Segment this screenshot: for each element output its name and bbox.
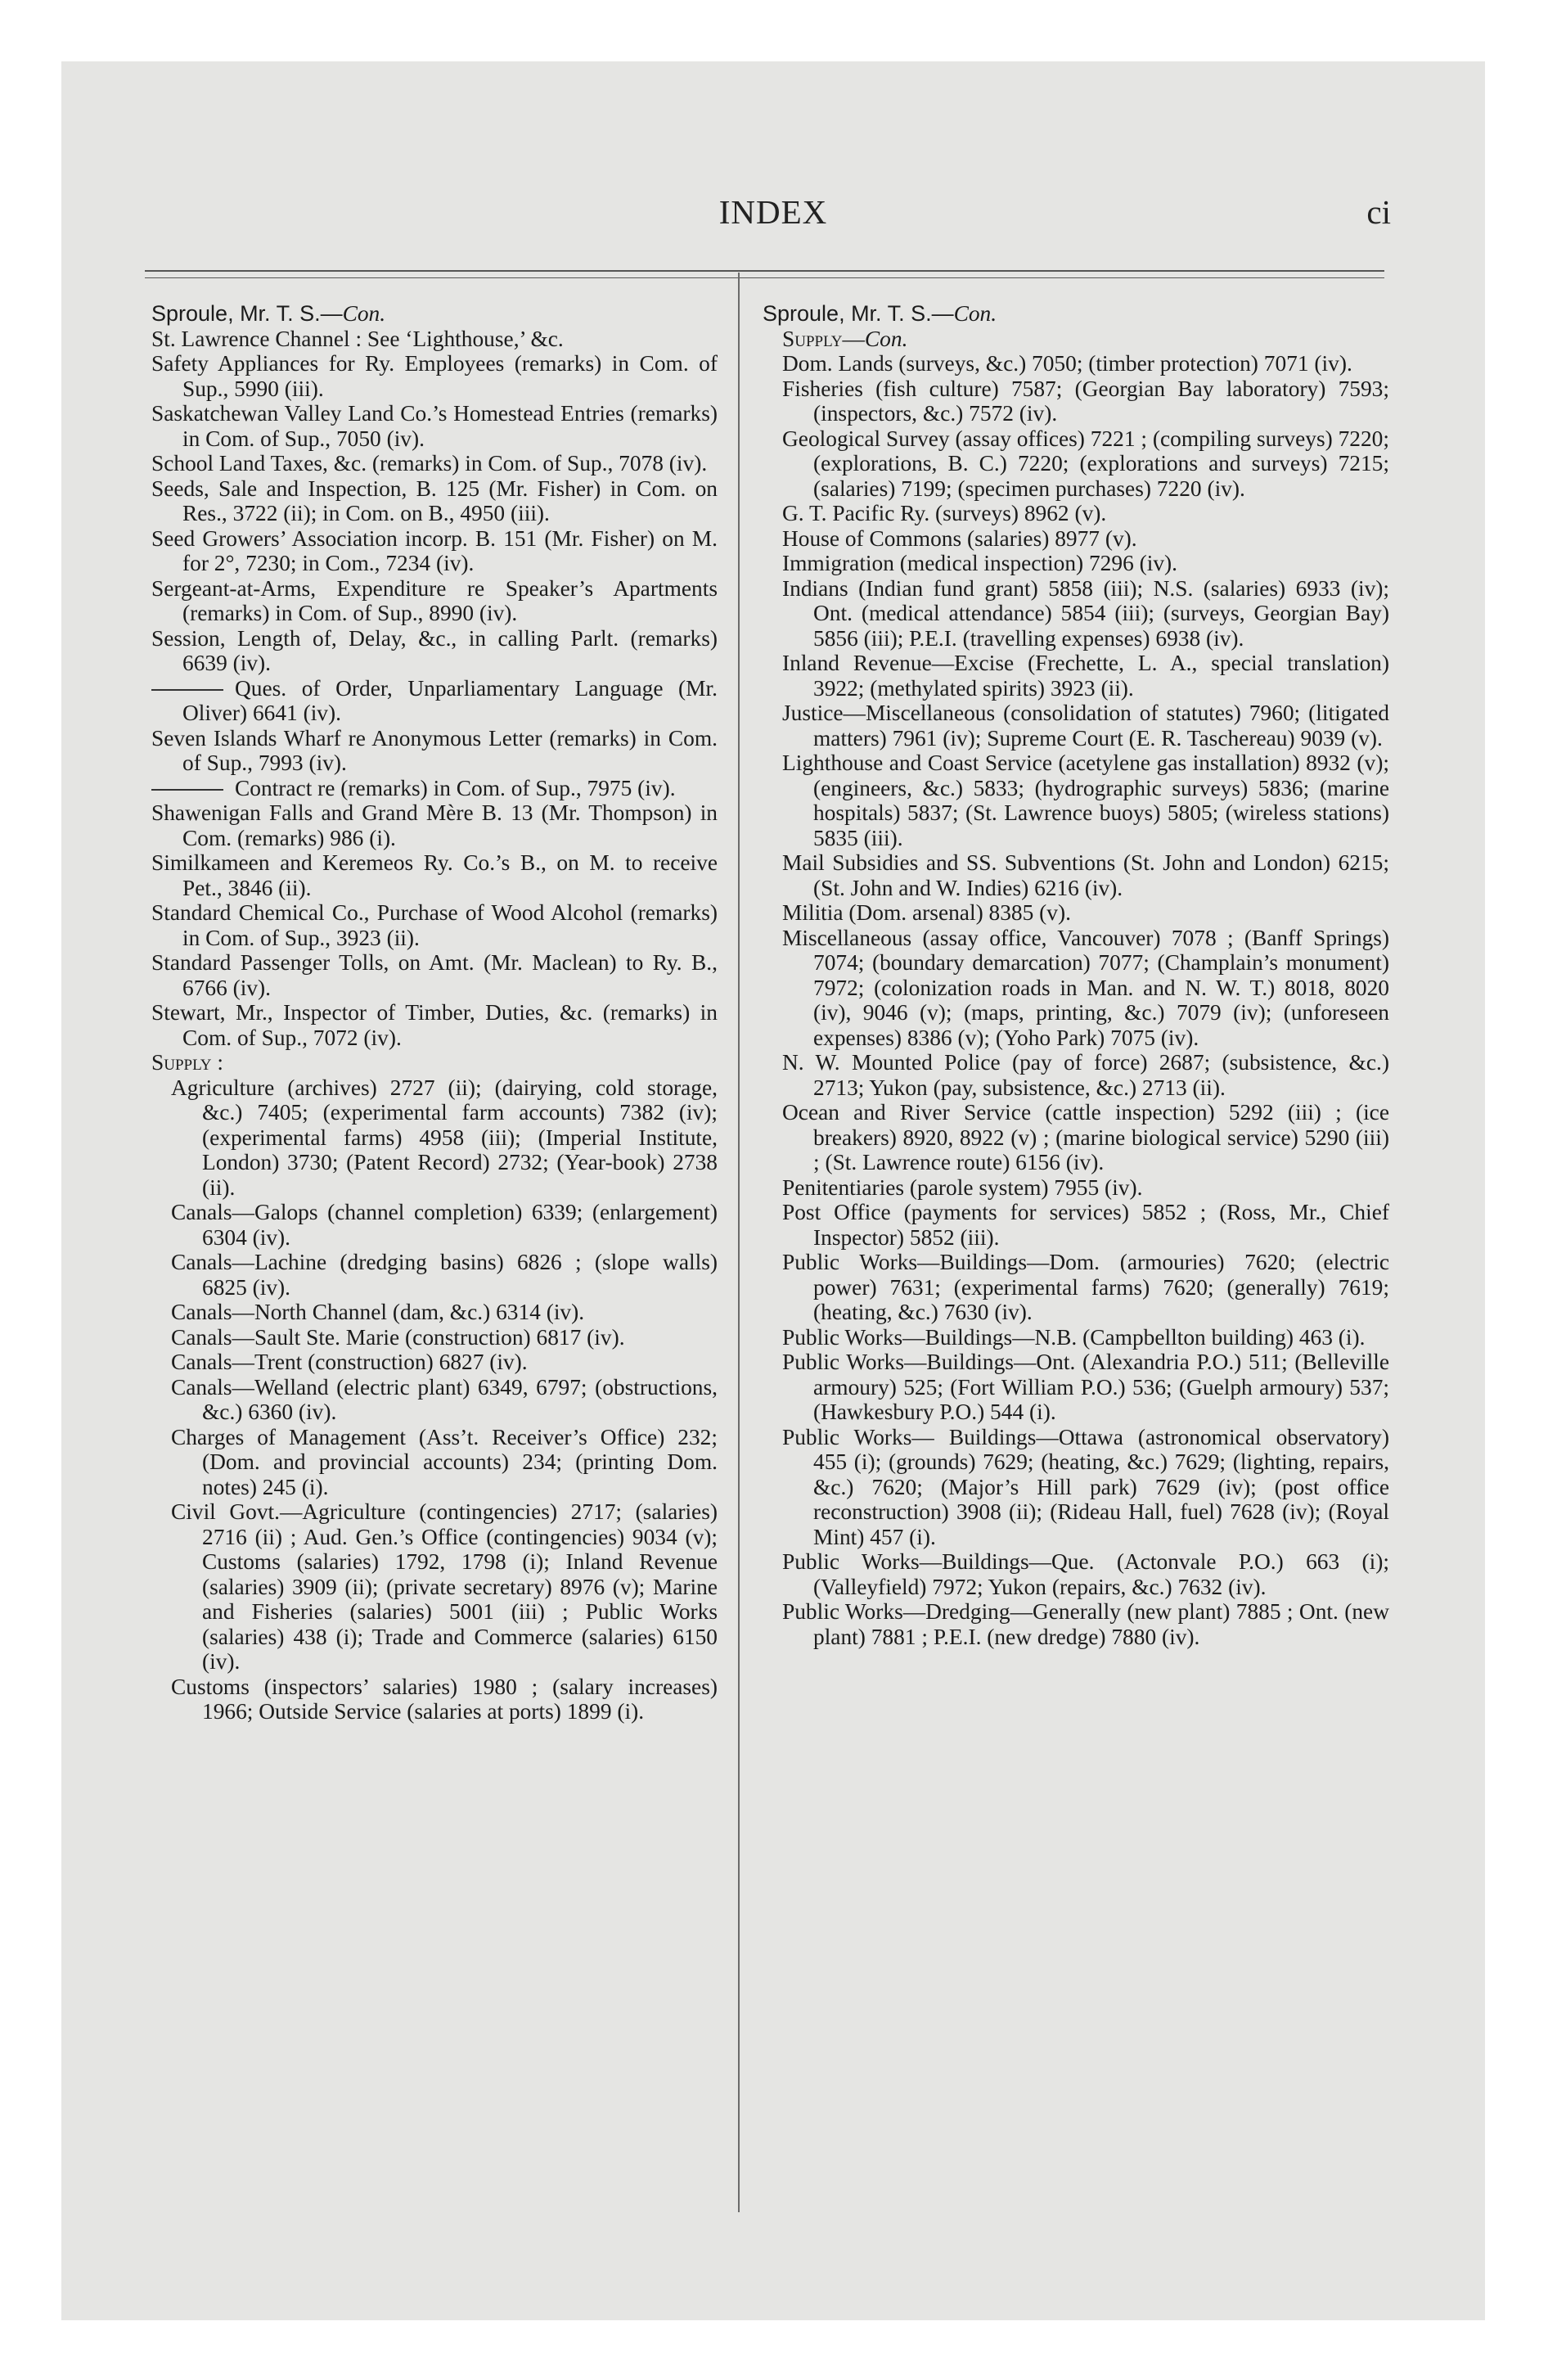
- index-entry: Session, Length of, Delay, &c., in calling Parlt. (remarks) 6639 (iv).: [151, 625, 718, 675]
- supply-entry: Public Works— Buildings—Ottawa (astronomical observatory) 455 (i); (grounds) 7629; (heating, &c.) 7629; (lighting, repairs, &c.) 7620; (Major’s Hill park) 7629 (iv); (post office reconstruction) 3908 (ii); (Rideau Hall, fuel) 7628 (iv); (Royal Mint) 457 (i).: [782, 1424, 1389, 1549]
- supply-entry: Fisheries (fish culture) 7587; (Georgian Bay laboratory) 7593; (inspectors, &c.) 7572 (iv).: [782, 376, 1389, 426]
- index-entry: Seven Islands Wharf re Anonymous Letter (remarks) in Com. of Sup., 7993 (iv).: [151, 725, 718, 775]
- supply-entry: Militia (Dom. arsenal) 8385 (v).: [782, 900, 1071, 925]
- supply-entry: House of Commons (salaries) 8977 (v).: [782, 525, 1137, 551]
- supply-entry: Canals—Welland (electric plant) 6349, 6797; (obstructions, &c.) 6360 (iv).: [171, 1374, 718, 1424]
- page-number: ci: [1366, 193, 1391, 231]
- column-divider: [738, 273, 740, 2212]
- supply-list: [151, 1075, 718, 1724]
- supply-entry: Public Works—Buildings—Dom. (armouries) 7620; (electric power) 7631; (experimental farms) 7620; (generally) 7619; (heating, &c.) 7630 (iv).: [782, 1250, 1389, 1324]
- dash-entry: Contract re (remarks) in Com. of Sup., 7975 (iv).: [151, 776, 718, 801]
- supply-entry: Ocean and River Service (cattle inspection) 5292 (iii) ; (ice breakers) 8920, 8922 (v) ; (marine biological service) 5290 (iii) ; (St. Lawrence route) 6156 (iv).: [782, 1100, 1389, 1174]
- supply-entry: Penitentiaries (parole system) 7955 (iv).: [782, 1174, 1143, 1200]
- supply-entry: G. T. Pacific Ry. (surveys) 8962 (v).: [782, 501, 1107, 525]
- supply-entry: Canals—Trent (construction) 6827 (iv).: [171, 1350, 528, 1374]
- header-rule-thin: [145, 277, 1384, 278]
- supply-entry: Public Works—Buildings—Ont. (Alexandria P.O.) 511; (Belleville armoury) 525; (Fort William P.O.) 536; (Guelph armoury) 537; (Hawkesbury P.O.) 544 (i).: [782, 1350, 1389, 1424]
- index-entry: Safety Appliances for Ry. Employees (remarks) in Com. of Sup., 5990 (iii).: [151, 351, 718, 401]
- index-entry: Saskatchewan Valley Land Co.’s Homestead Entries (remarks) in Com. of Sup., 7050 (iv).: [151, 401, 718, 451]
- index-entry: Standard Chemical Co., Purchase of Wood Alcohol (remarks) in Com. of Sup., 3923 (ii).: [151, 900, 718, 950]
- ditto-dash: [151, 789, 223, 791]
- supply-entry: Mail Subsidies and SS. Subventions (St. John and London) 6215; (St. John and W. Indies) 6216 (iv).: [782, 850, 1389, 900]
- entry-list: [151, 327, 718, 676]
- index-entry: School Land Taxes, &c. (remarks) in Com. of Sup., 7078 (iv).: [151, 451, 708, 476]
- supply-entry: Indians (Indian fund grant) 5858 (iii); N.S. (salaries) 6933 (iv); Ont. (medical attendance) 5854 (iii); (surveys, Georgian Bay) 5856 (iii); P.E.I. (travelling expenses) 6938 (iv).: [782, 575, 1389, 651]
- supply-entry: Justice—Miscellaneous (consolidation of statutes) 7960; (litigated matters) 7961 (iv); Supreme Court (E. R. Taschereau) 9039 (v).: [782, 701, 1389, 751]
- entry-list: [151, 726, 718, 776]
- scanned-page: [61, 61, 1485, 2320]
- supply-entry: Inland Revenue—Excise (Frechette, L. A., special translation) 3922; (methylated spirits) 3923 (ii).: [782, 651, 1389, 701]
- supply-entry: Agriculture (archives) 2727 (ii); (dairying, cold storage, &c.) 7405; (experimental farm accounts) 7382 (iv); (experimental farms) 4958 (iii); (Imperial Institute, London) 3730; (Patent Record) 2732; (Year-book) 2738 (ii).: [171, 1075, 718, 1200]
- supply-entry: N. W. Mounted Police (pay of force) 2687; (subsistence, &c.) 2713; Yukon (pay, subsistence, &c.) 2713 (ii).: [782, 1050, 1389, 1100]
- supply-entry: Civil Govt.—Agriculture (contingencies) 2717; (salaries) 2716 (ii) ; Aud. Gen.’s Office (contingencies) 9034 (v); Customs (salaries) 1792, 1798 (i); Inland Revenue (salaries) 3909 (ii); (private secretary) 8976 (v); Marine and Fisheries (salaries) 5001 (iii) ; Public Works (salaries) 438 (i); Trade and Commerce (salaries) 6150 (iv).: [171, 1499, 718, 1674]
- entry-list: [151, 800, 718, 1050]
- entry-heading: Sproule, Mr. T. S.—Con.: [763, 301, 997, 326]
- page-title: INDEX: [718, 193, 828, 231]
- index-entry: St. Lawrence Channel : See ‘Lighthouse,’ &c.: [151, 326, 564, 351]
- entry-heading: Sproule, Mr. T. S.—Con.: [151, 301, 386, 326]
- header-rule: [145, 270, 1384, 272]
- supply-entry: Charges of Management (Ass’t. Receiver’s Office) 232; (Dom. and provincial accounts) 234; (printing Dom. notes) 245 (i).: [171, 1424, 718, 1499]
- ditto-dash: [151, 689, 223, 691]
- supply-entry: Customs (inspectors’ salaries) 1980 ; (salary increases) 1966; Outside Service (salaries at ports) 1899 (i).: [171, 1674, 718, 1724]
- supply-entry: Immigration (medical inspection) 7296 (iv).: [782, 551, 1178, 575]
- supply-entry: Public Works—Dredging—Generally (new plant) 7885 ; Ont. (new plant) 7881 ; P.E.I. (new dredge) 7880 (iv).: [782, 1599, 1389, 1649]
- dash-entry: Ques. of Order, Unparliamentary Language (Mr. Oliver) 6641 (iv).: [151, 676, 718, 726]
- index-entry: Sergeant-at-Arms, Expenditure re Speaker’s Apartments (remarks) in Com. of Sup., 8990 (iv).: [151, 575, 718, 625]
- supply-entry: Canals—Galops (channel completion) 6339; (enlargement) 6304 (iv).: [171, 1200, 718, 1250]
- supply-list: [763, 351, 1389, 1649]
- supply-entry: Geological Survey (assay offices) 7221 ; (compiling surveys) 7220; (explorations, B. C.) 7220; (explorations and surveys) 7215; (salaries) 7199; (specimen purchases) 7220 (iv).: [782, 426, 1389, 501]
- supply-entry: Canals—North Channel (dam, &c.) 6314 (iv).: [171, 1300, 585, 1324]
- supply-entry: Public Works—Buildings—Que. (Actonvale P.O.) 663 (i); (Valleyfield) 7972; Yukon (repairs, &c.) 7632 (iv).: [782, 1549, 1389, 1599]
- supply-label: Supply—Con.: [782, 326, 908, 351]
- supply-entry: Post Office (payments for services) 5852 ; (Ross, Mr., Chief Inspector) 5852 (iii).: [782, 1200, 1389, 1250]
- supply-entry: Canals—Lachine (dredging basins) 6826 ; (slope walls) 6825 (iv).: [171, 1250, 718, 1300]
- supply-entry: Miscellaneous (assay office, Vancouver) 7078 ; (Banff Springs) 7074; (boundary demarcation) 7077; (Champlain’s monument) 7972; (colonization roads in Man. and N. W. T.) 8018, 8020 (iv), 9046 (v); (maps, printing, &c.) 7079 (iv); (unforeseen expenses) 8386 (v); (Yoho Park) 7075 (iv).: [782, 925, 1389, 1050]
- index-entry: Seeds, Sale and Inspection, B. 125 (Mr. Fisher) in Com. on Res., 3722 (ii); in Com. on B., 4950 (iii).: [151, 476, 718, 525]
- index-entry: Similkameen and Keremeos Ry. Co.’s B., on M. to receive Pet., 3846 (ii).: [151, 850, 718, 900]
- supply-entry: Public Works—Buildings—N.B. (Campbellton building) 463 (i).: [782, 1324, 1366, 1350]
- supply-entry: Dom. Lands (surveys, &c.) 7050; (timber protection) 7071 (iv).: [782, 351, 1352, 376]
- index-entry: Standard Passenger Tolls, on Amt. (Mr. Maclean) to Ry. B., 6766 (iv).: [151, 950, 718, 1000]
- supply-label: Supply :: [151, 1050, 223, 1075]
- supply-entry: Canals—Sault Ste. Marie (construction) 6817 (iv).: [171, 1324, 625, 1350]
- index-entry: Shawenigan Falls and Grand Mère B. 13 (Mr. Thompson) in Com. (remarks) 986 (i).: [151, 800, 718, 850]
- right-column: [763, 301, 1389, 1649]
- supply-entry: Lighthouse and Coast Service (acetylene gas installation) 8932 (v); (engineers, &c.) 5833; (hydrographic surveys) 5836; (marine hospitals) 5837; (St. Lawrence buoys) 5805; (wireless stations) 5835 (iii).: [782, 751, 1389, 850]
- index-entry: Stewart, Mr., Inspector of Timber, Duties, &c. (remarks) in Com. of Sup., 7072 (iv).: [151, 1000, 718, 1050]
- index-entry: Seed Growers’ Association incorp. B. 151 (Mr. Fisher) on M. for 2°, 7230; in Com., 7234 (iv).: [151, 525, 718, 575]
- left-column: [151, 301, 718, 1724]
